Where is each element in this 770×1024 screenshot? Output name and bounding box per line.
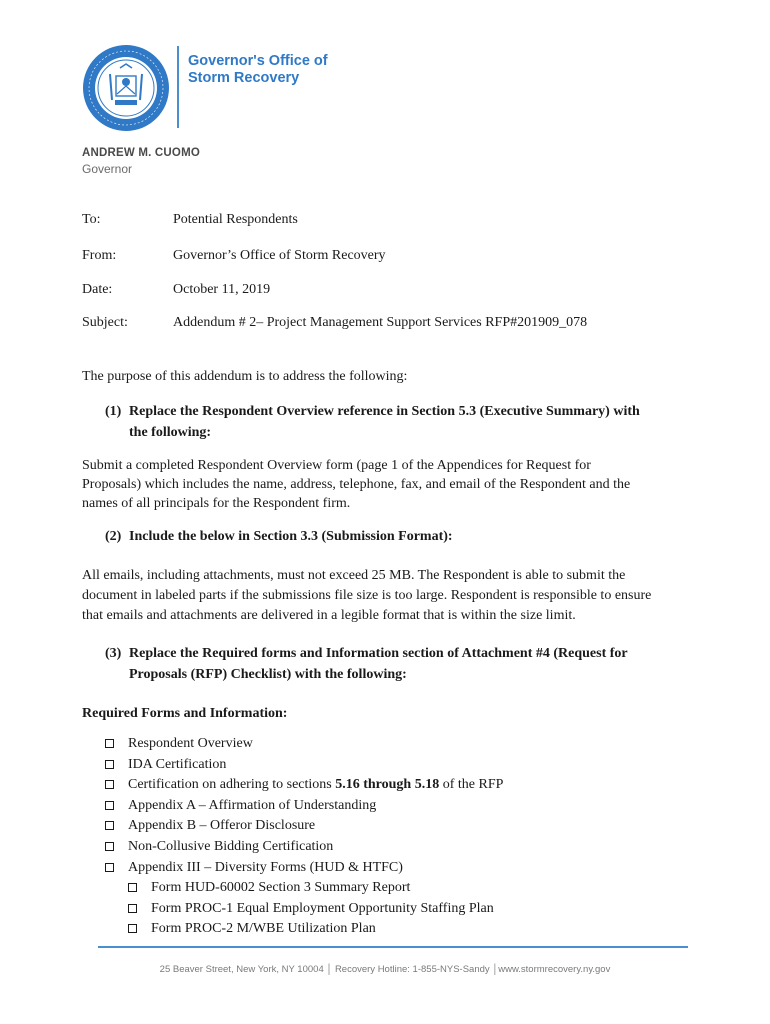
item-1-body-line: names of all principals for the Respondent firm. [82, 496, 351, 511]
checklist-item-label: Respondent Overview [128, 736, 253, 751]
item-3-heading [105, 643, 695, 685]
checklist-subitem [128, 919, 503, 940]
item-1-heading-line1: Replace the Respondent Overview reference in Section 5.3 (Executive Summary) with [129, 404, 640, 419]
memo-subject-label: Subject: [82, 315, 128, 330]
footer-divider [98, 946, 688, 948]
checkbox-icon [105, 821, 114, 830]
checklist-item-label-bold: 5.16 through 5.18 [335, 777, 440, 793]
checklist-item [105, 858, 503, 879]
checklist-subitem-label: Form HUD-60002 Section 3 Summary Report [151, 880, 411, 896]
checkbox-icon [105, 760, 114, 769]
governor-name: ANDREW M. CUOMO [82, 147, 200, 159]
checkbox-icon [105, 863, 114, 872]
required-forms-heading: Required Forms and Information: [82, 706, 288, 721]
footer-contact: 25 Beaver Street, New York, NY 10004 │ Recovery Hotline: 1-855-NYS-Sandy │www.stormrecovery.ny.gov [159, 964, 611, 975]
item-1-number: (1) [105, 404, 122, 419]
required-forms-checklist [105, 734, 503, 940]
item-2-body-line: document in labeled parts if the submissions file size is too large. Respondent is responsible to ensure [82, 588, 652, 603]
office-name-line2: Storm Recovery [188, 70, 300, 86]
checklist-item [105, 734, 503, 755]
item-3-number: (3) [105, 646, 122, 661]
item-2-body-line: All emails, including attachments, must not exceed 25 MB. The Respondent is able to submit the [82, 568, 626, 583]
item-2-number: (2) [105, 529, 122, 544]
checklist-item [105, 775, 503, 796]
checklist-item [105, 816, 503, 837]
item-2-body [82, 566, 692, 626]
item-1-body-line: Proposals) which includes the name, address, telephone, fax, and email of the Respondent and the [82, 477, 631, 492]
memo-to-label: To: [82, 212, 101, 227]
item-2-body-line: that emails and attachments are delivered in a legible format that is within the size limit. [82, 608, 576, 623]
checklist-item-label: Appendix A – Affirmation of Understanding [128, 797, 377, 813]
item-3-heading-line2: Proposals (RFP) Checklist) with the following: [129, 667, 407, 682]
item-1-body-line: Submit a completed Respondent Overview form (page 1 of the Appendices for Request for [82, 458, 591, 473]
checklist-item-label: IDA Certification [128, 756, 227, 772]
checkbox-icon [105, 801, 114, 810]
memo-date-value: October 11, 2019 [173, 282, 271, 297]
intro-text: The purpose of this addendum is to address the following: [82, 369, 408, 384]
item-1-body [82, 456, 692, 513]
governor-title: Governor [82, 162, 133, 176]
letterhead-divider [177, 46, 179, 128]
checkbox-icon [128, 904, 137, 913]
checklist-item-label: Appendix III – Diversity Forms (HUD & HTFC) [128, 859, 403, 875]
memo-from-value: Governor’s Office of Storm Recovery [173, 248, 386, 263]
checklist-subitem-label: Form PROC-1 Equal Employment Opportunity Staffing Plan [151, 900, 494, 916]
item-2-heading [105, 526, 695, 547]
state-seal-icon [82, 44, 170, 132]
checklist-item [105, 837, 503, 858]
memo-from-label: From: [82, 248, 117, 263]
memo-to-value: Potential Respondents [173, 212, 298, 227]
checkbox-icon [105, 739, 114, 748]
office-name-line1: Governor's Office of [188, 53, 328, 69]
office-name [188, 53, 328, 87]
checkbox-icon [105, 780, 114, 789]
item-3-heading-line1: Replace the Required forms and Information section of Attachment #4 (Request for [129, 646, 628, 661]
checklist-subitem [128, 899, 503, 920]
checkbox-icon [128, 924, 137, 933]
checkbox-icon [105, 842, 114, 851]
checklist-item-label-post: of the RFP [439, 777, 504, 793]
checklist-item-label: Appendix B – Offeror Disclosure [128, 818, 316, 834]
checklist-item [105, 755, 503, 776]
item-1-heading [105, 401, 695, 443]
checklist-subitem [128, 878, 503, 899]
checklist-item [105, 796, 503, 817]
memo-subject-value: Addendum # 2– Project Management Support Services RFP#201909_078 [173, 315, 588, 330]
checkbox-icon [128, 883, 137, 892]
item-1-heading-line2: the following: [129, 425, 212, 440]
checklist-item-label-pre: Certification on adhering to sections [128, 777, 336, 793]
checklist-subitem-label: Form PROC-2 M/WBE Utilization Plan [151, 921, 376, 937]
memo-date-label: Date: [82, 282, 113, 297]
item-2-heading-line1: Include the below in Section 3.3 (Submission Format): [129, 529, 453, 544]
checklist-item-label: Non-Collusive Bidding Certification [128, 838, 334, 854]
